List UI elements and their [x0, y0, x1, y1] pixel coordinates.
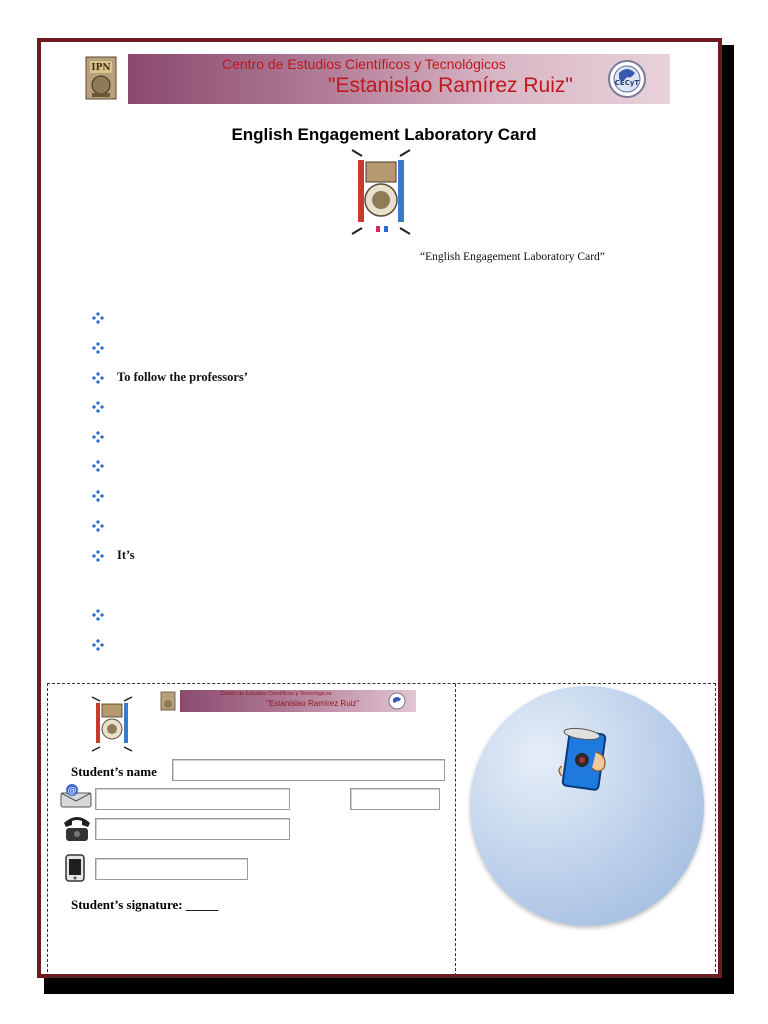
mobile-input[interactable]	[95, 858, 248, 880]
list-item	[92, 486, 117, 504]
ipn-logo-text: IPN	[91, 63, 111, 73]
diamond-bullet-icon	[92, 608, 104, 620]
ipn-logo-icon	[82, 55, 120, 101]
page-title: English Engagement Laboratory Card	[231, 125, 537, 144]
banner-institution-line: Centro de Estudios Científicos y Tecnológicos	[222, 56, 506, 72]
cecyt-logo-text: CECyT	[614, 79, 640, 87]
student-name-input[interactable]	[172, 759, 445, 781]
mobile-phone-icon	[60, 853, 94, 883]
header-banner	[128, 54, 670, 104]
list-item	[92, 397, 117, 415]
diamond-bullet-icon	[92, 400, 104, 412]
card-banner-institution-line: Centro de Estudios Científicos y Tecnológicos	[220, 691, 332, 697]
diamond-bullet-icon	[92, 459, 104, 471]
diamond-bullet-icon	[92, 371, 104, 383]
list-item	[92, 516, 117, 534]
card-cecyt-logo-icon	[388, 692, 406, 710]
telephone-icon	[60, 813, 94, 843]
list-item	[92, 427, 117, 445]
card-emblem-icon	[90, 695, 134, 753]
diamond-bullet-icon	[92, 519, 104, 531]
list-item-text: It’s	[117, 547, 135, 562]
list-item	[92, 338, 117, 356]
list-item	[92, 456, 117, 474]
svg-text:@: @	[67, 786, 77, 796]
diamond-bullet-icon	[92, 341, 104, 353]
cecyt-logo-icon	[607, 59, 647, 99]
list-item-text: To follow the professors’	[117, 369, 248, 384]
card-divider	[455, 684, 456, 976]
list-item	[92, 605, 117, 623]
diamond-bullet-icon	[92, 549, 104, 561]
list-item	[92, 635, 117, 653]
email-input[interactable]	[95, 788, 290, 810]
email-extra-input[interactable]	[350, 788, 440, 810]
diamond-bullet-icon	[92, 311, 104, 323]
list-item	[92, 308, 117, 326]
diamond-bullet-icon	[92, 430, 104, 442]
list-item	[92, 546, 135, 564]
signature-label: Student’s signature: _____	[71, 897, 219, 912]
list-item	[92, 368, 248, 386]
diamond-bullet-icon	[92, 638, 104, 650]
emblem-icon	[348, 148, 414, 238]
banner-school-name: "Estanislao Ramírez Ruiz"	[328, 74, 573, 97]
card-ipn-logo-icon	[160, 691, 176, 711]
phone-input[interactable]	[95, 818, 290, 840]
card-banner	[180, 690, 416, 712]
card-banner-school-name: "Estanislao Ramírez Ruiz"	[266, 699, 360, 708]
can-icon	[552, 722, 618, 796]
email-icon	[60, 783, 94, 809]
subtitle-quote: “English Engagement Laboratory Card”	[420, 251, 605, 263]
diamond-bullet-icon	[92, 489, 104, 501]
student-name-label: Student’s name	[71, 764, 157, 779]
